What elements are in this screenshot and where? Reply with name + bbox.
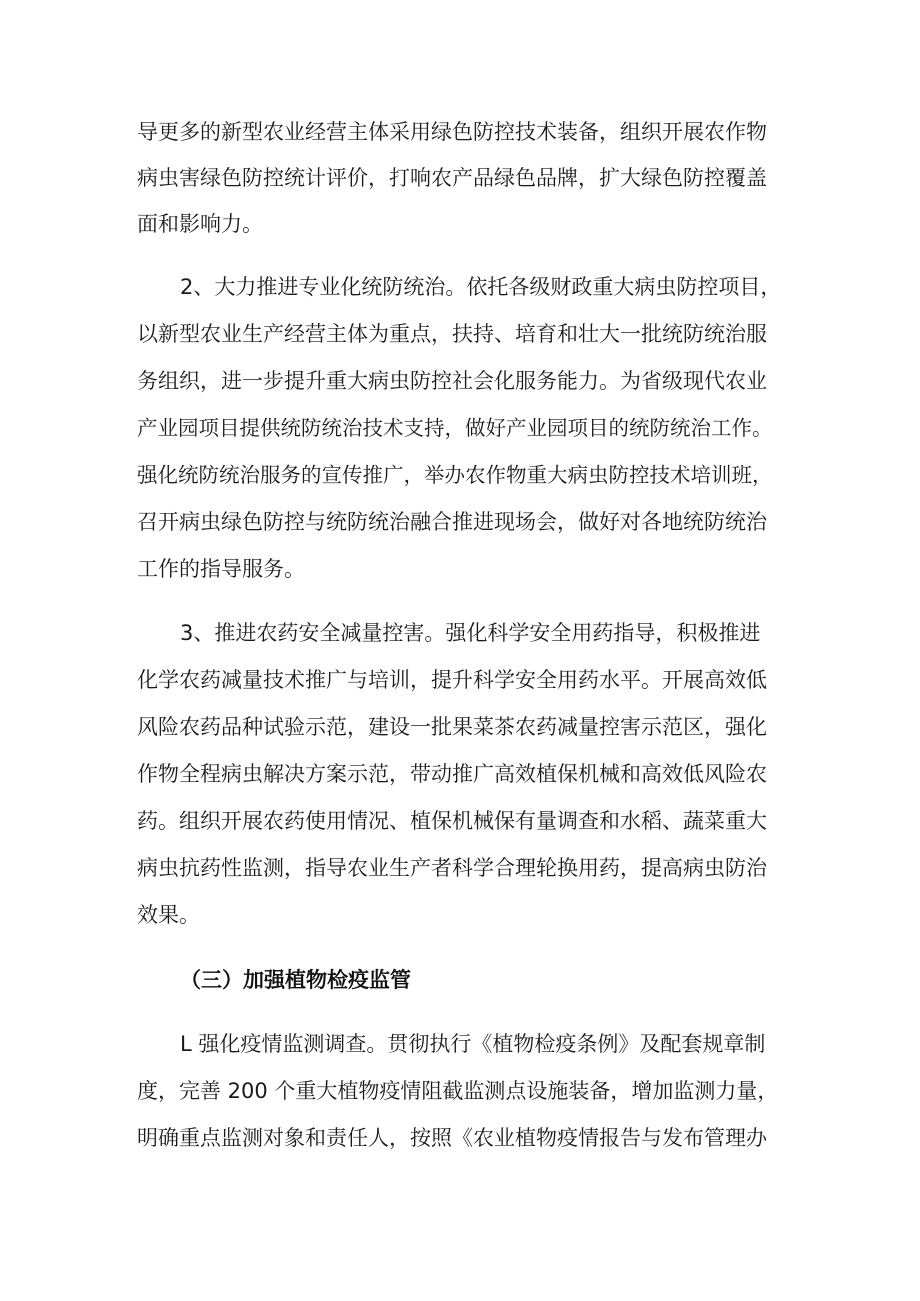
paragraph-line: 导更多的新型农业经营主体采用绿色防控技术装备，组织开展农作物 [137,120,767,144]
item-2-line: 务组织，进一步提升重大病虫防控社会化服务能力。为省级现代农业 [137,369,767,393]
item-2-line: 强化统防统治服务的宣传推广，举办农作物重大病虫防控技术培训班， [137,463,773,487]
item-2-line: 召开病虫绿色防控与统防统治融合推进现场会，做好对各地统防统治 [137,510,767,534]
paragraph-line: 病虫害绿色防控统计评价，打响农产品绿色品牌，扩大绿色防控覆盖 [137,166,767,190]
paragraph-line: 面和影响力。 [137,212,263,236]
item-3-line: 作物全程病虫解决方案示范，带动推广高效植保机械和高效低风险农 [137,762,767,786]
item-l-line: 度，完善 200 个重大植物疫情阻截监测点设施装备，增加监测力量， [137,1079,779,1103]
item-2-line: 2、大力推进专业化统防统治。依托各级财政重大病虫防控项目， [180,275,782,299]
item-l-line: 明确重点监测对象和责任人，按照《农业植物疫情报告与发布管理办 [137,1126,767,1150]
item-2-line: 产业园项目提供统防统治技术支持，做好产业园项目的统防统治工作。 [137,416,773,440]
item-2-line: 工作的指导服务。 [137,557,305,581]
item-3-line: 病虫抗药性监测，指导农业生产者科学合理轮换用药，提高病虫防治 [137,856,767,880]
item-l-line: L 强化疫情监测调查。贯彻执行《植物检疫条例》及配套规章制 [180,1032,766,1056]
item-3-line: 效果。 [137,903,200,927]
item-3-line: 化学农药减量技术推广与培训，提升科学安全用药水平。开展高效低 [137,668,767,692]
item-3-line: 3、推进农药安全减量控害。强化科学安全用药指导，积极推进 [180,621,761,645]
section-heading: （三）加强植物检疫监管 [180,968,411,992]
item-3-line: 风险农药品种试验示范，建设一批果菜茶农药减量控害示范区，强化 [137,715,767,739]
item-3-line: 药。组织开展农药使用情况、植保机械保有量调查和水稻、蔬菜重大 [137,809,767,833]
item-2-line: 以新型农业生产经营主体为重点，扶持、培育和壮大一批统防统治服 [137,322,767,346]
